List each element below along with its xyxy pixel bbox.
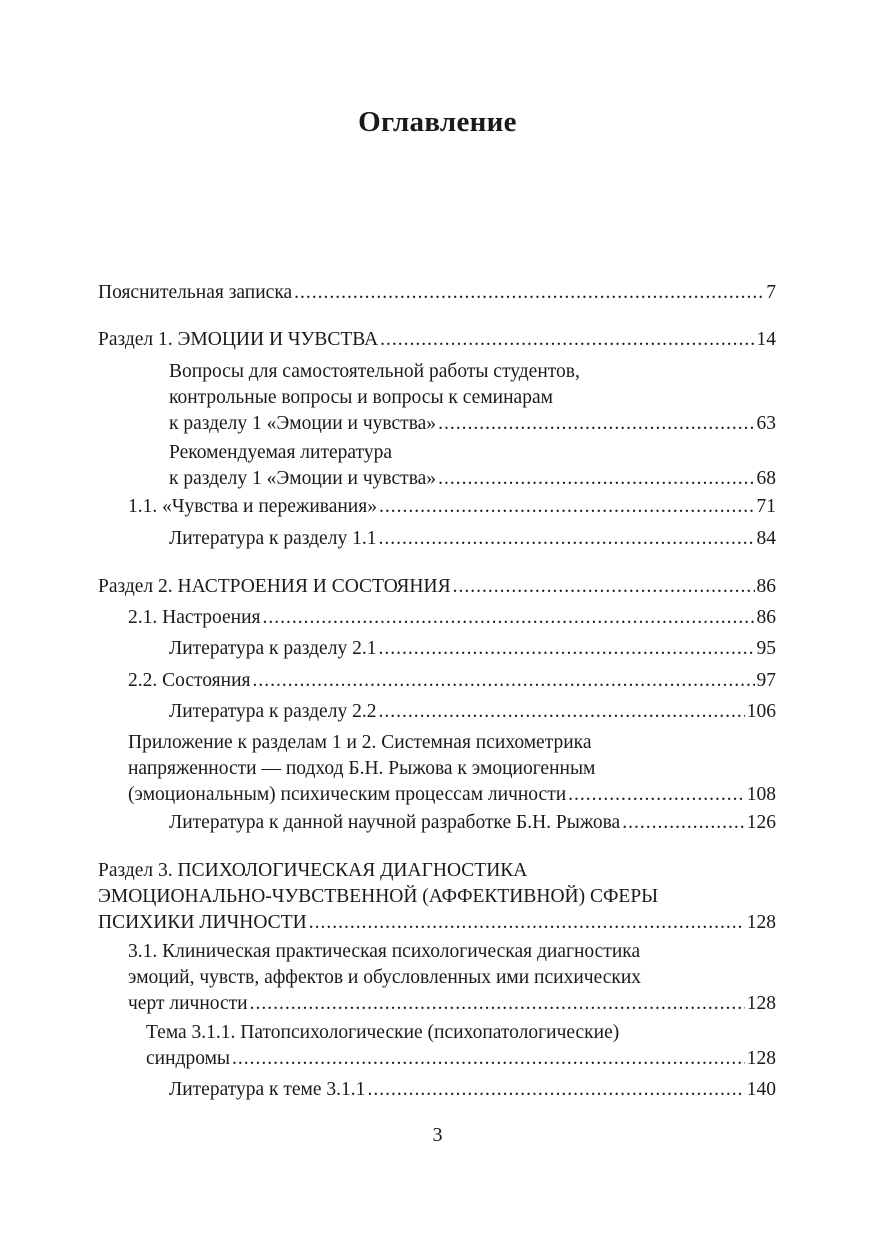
toc-page-number: 106 xyxy=(746,701,776,722)
toc-entry-section-1-questions[interactable]: Вопросы для самостоятельной работы студентов, контрольные вопросы и вопросы к семинарам к разделу 1 «Эмоции и чувства» ..... 63 xyxy=(169,359,776,437)
toc-entry-section-3[interactable]: Раздел 3. ПСИХОЛОГИЧЕСКАЯ ДИАГНОСТИКА ЭМОЦИОНАЛЬНО-ЧУВСТВЕННОЙ (АФФЕКТИВНОЙ) СФЕРЫ ПСИХИКИ ЛИЧНОСТИ ..... 128 xyxy=(98,858,776,936)
toc-page-number: 128 xyxy=(746,912,776,933)
page-title: Оглавление xyxy=(358,106,517,138)
toc-entry-2-2-literature[interactable]: Литература к разделу 2.2 ..... 106 xyxy=(169,699,776,725)
toc-page-number: 97 xyxy=(756,670,776,691)
toc-entry-1-1[interactable]: 1.1. «Чувства и переживания» ..... 71 xyxy=(128,494,776,520)
toc-page-number: 126 xyxy=(746,812,776,833)
toc-page-number: 128 xyxy=(746,993,776,1014)
toc-entry-3-1[interactable]: 3.1. Клиническая практическая психологическая диагностика эмоций, чувств, аффектов и обусловленных ими психических черт личности ..... 128 xyxy=(128,939,776,1017)
toc-page-number: 95 xyxy=(756,638,776,659)
toc-entry-explanatory-note[interactable]: Пояснительная записка ..... 7 xyxy=(98,280,776,306)
toc-page-number: 108 xyxy=(746,784,776,805)
page-number: 3 xyxy=(432,1124,443,1146)
toc-page-number: 63 xyxy=(756,413,776,434)
toc-page-number: 7 xyxy=(766,282,776,303)
toc-page-number: 86 xyxy=(756,607,776,628)
toc-entry-section-1[interactable]: Раздел 1. ЭМОЦИИ И ЧУВСТВА ..... 14 xyxy=(98,327,776,353)
toc-page-number: 71 xyxy=(756,496,776,517)
toc-entry-2-2[interactable]: 2.2. Состояния ..... 97 xyxy=(128,668,776,694)
toc-entry-section-2[interactable]: Раздел 2. НАСТРОЕНИЯ И СОСТОЯНИЯ ..... 86 xyxy=(98,574,776,600)
toc-entry-appendix-literature[interactable]: Литература к данной научной разработке Б.Н. Рыжова ..... 126 xyxy=(169,810,776,836)
toc-entry-appendix[interactable]: Приложение к разделам 1 и 2. Системная психометрика напряженности — подход Б.Н. Рыжова к эмоциогенным (эмоциональным) психическим процессам личности ..... 108 xyxy=(128,730,776,808)
toc-entry-topic-3-1-1[interactable]: Тема 3.1.1. Патопсихологические (психопатологические) синдромы ..... 128 xyxy=(146,1020,776,1072)
toc-entry-topic-3-1-1-literature[interactable]: Литература к теме 3.1.1 ..... 140 xyxy=(169,1077,776,1103)
toc-entry-2-1[interactable]: 2.1. Настроения ..... 86 xyxy=(128,605,776,631)
toc-page-number: 14 xyxy=(756,329,776,350)
toc-page-number: 84 xyxy=(756,528,776,549)
toc-page-number: 86 xyxy=(756,576,776,597)
toc-entry-2-1-literature[interactable]: Литература к разделу 2.1 ..... 95 xyxy=(169,636,776,662)
toc-page-number: 140 xyxy=(746,1079,776,1100)
toc-page-number: 68 xyxy=(756,468,776,489)
toc-page-number: 128 xyxy=(746,1048,776,1069)
toc-entry-1-1-literature[interactable]: Литература к разделу 1.1 ..... 84 xyxy=(169,526,776,552)
toc-entry-section-1-literature[interactable]: Рекомендуемая литература к разделу 1 «Эмоции и чувства» ..... 68 xyxy=(169,440,776,492)
